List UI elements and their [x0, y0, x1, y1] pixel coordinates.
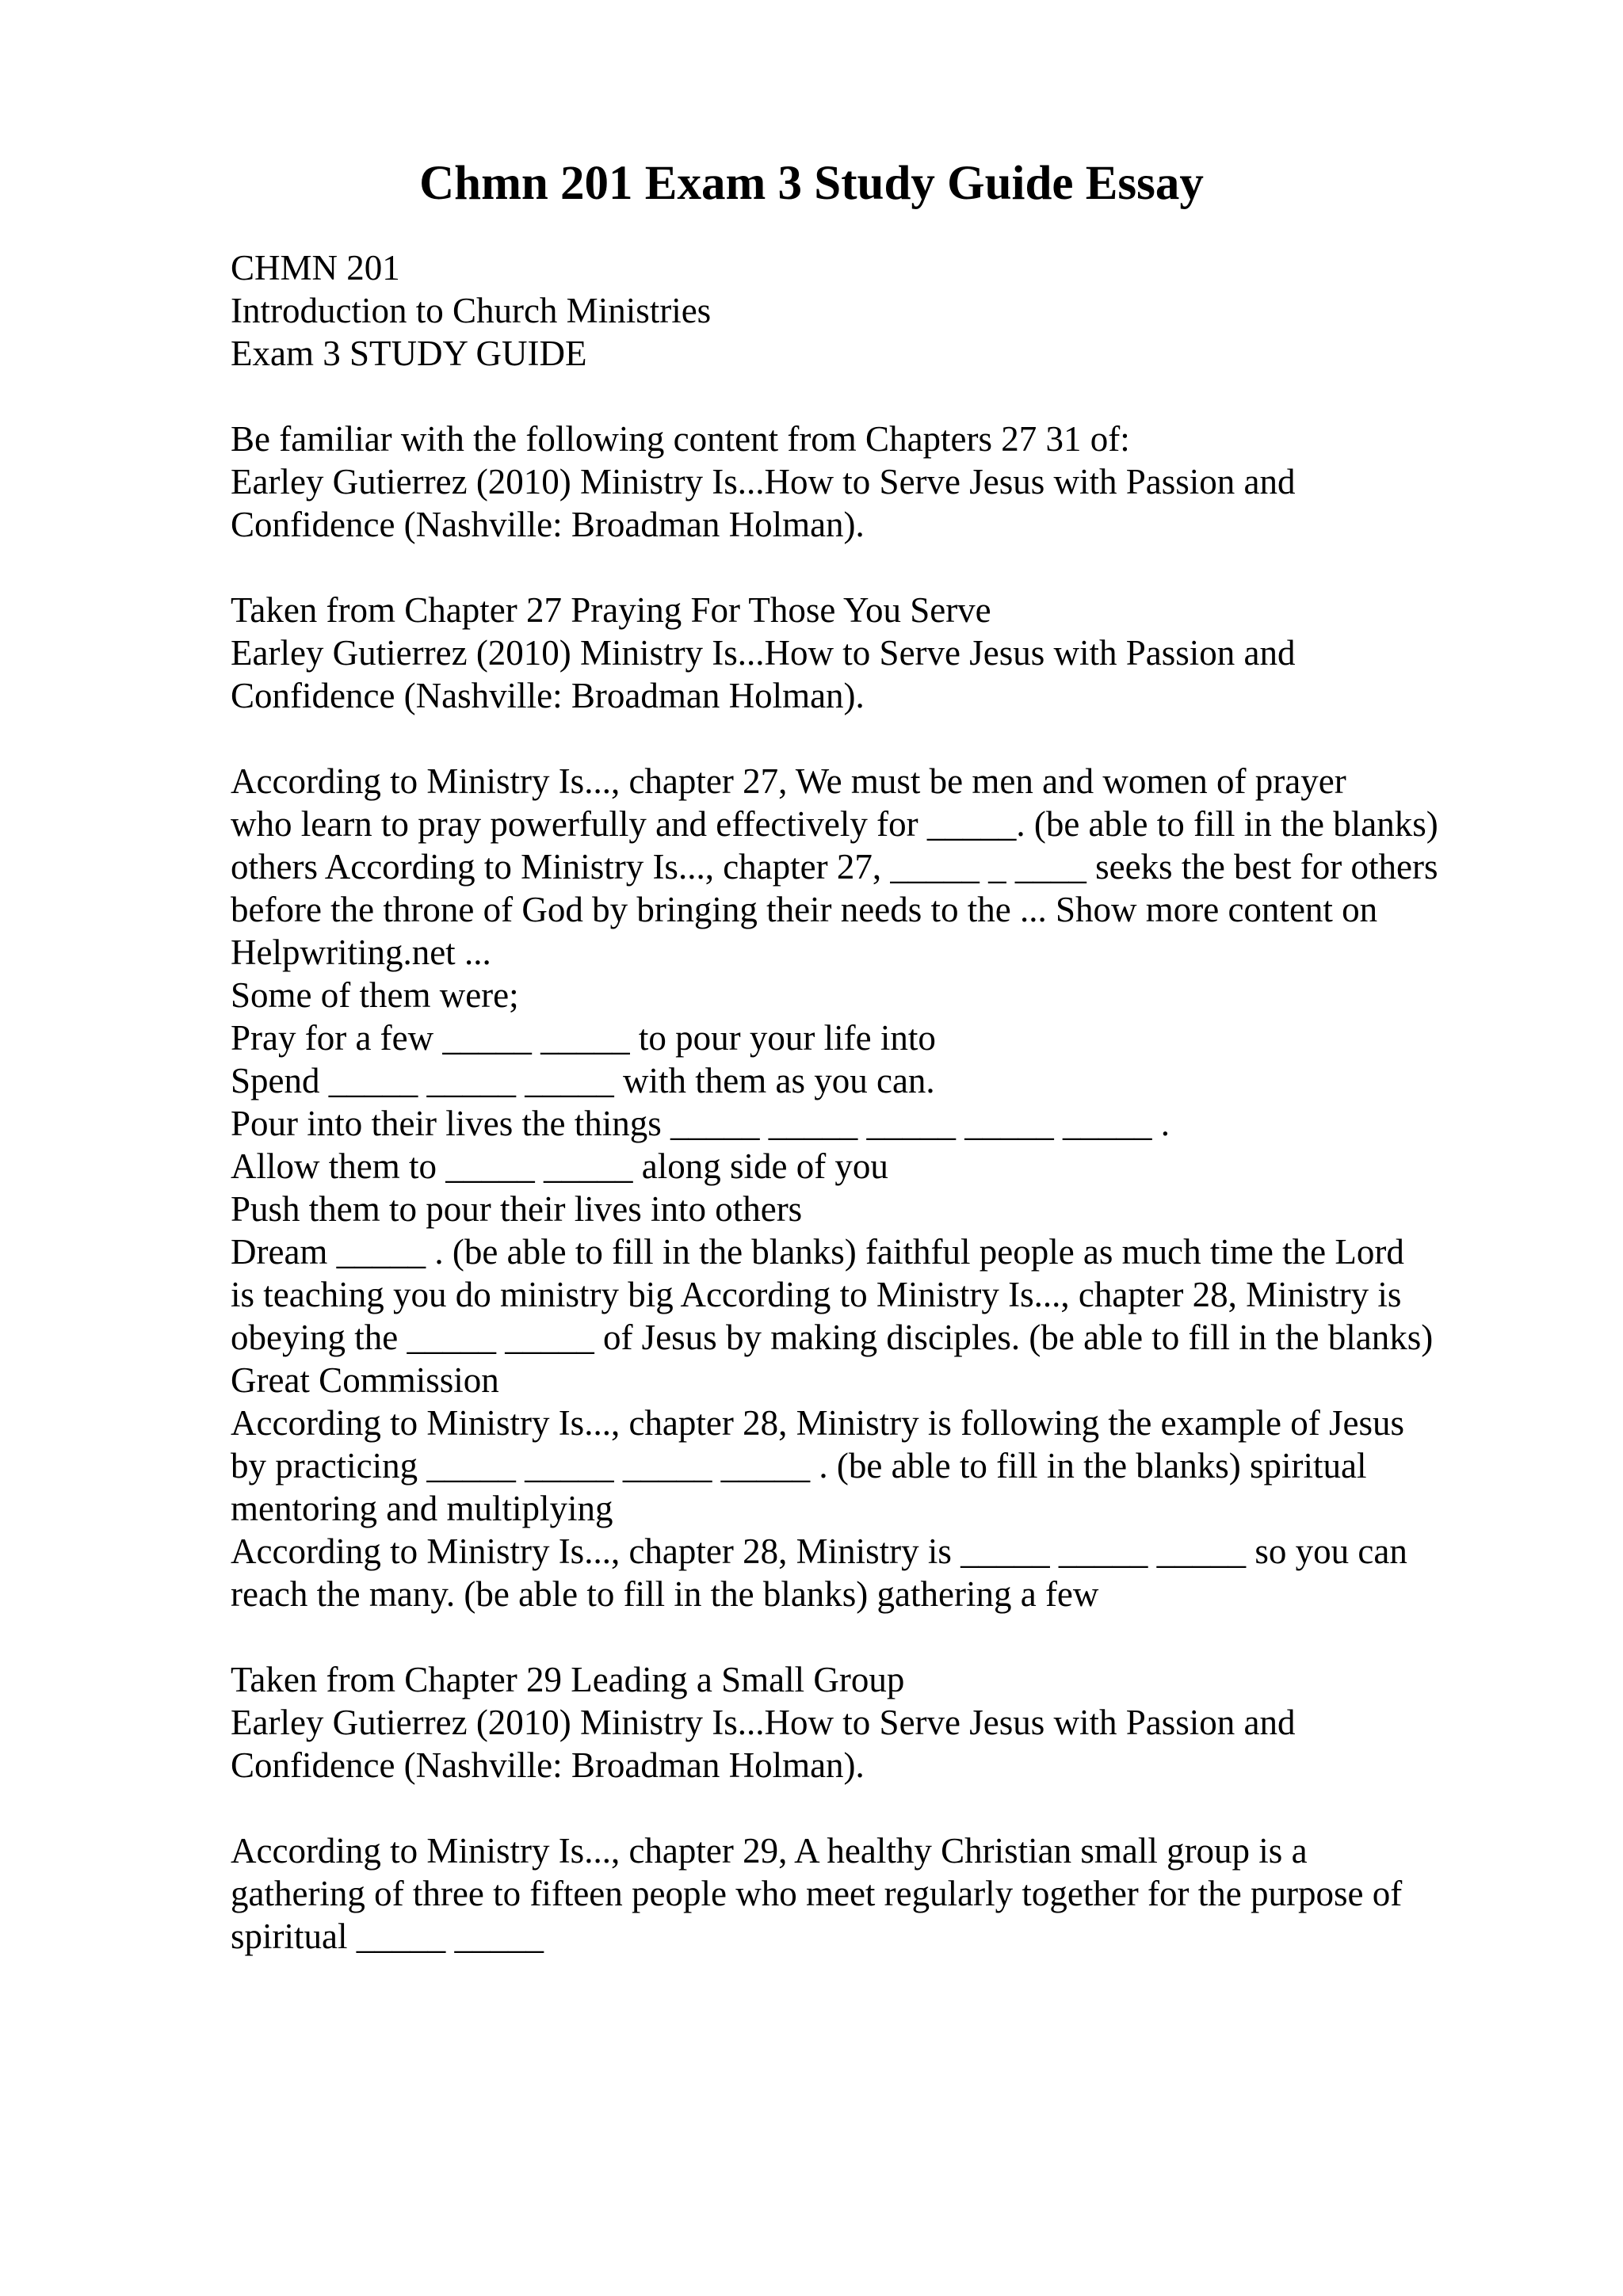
paragraph-gap: [231, 717, 1578, 760]
text-line: According to Ministry Is..., chapter 27, We must be men and women of prayer: [231, 761, 1346, 801]
text-line: before the throne of God by bringing their needs to the ... Show more content on: [231, 890, 1378, 929]
text-line: CHMN 201: [231, 248, 400, 288]
text-line: others According to Ministry Is..., chapter 27, _____ _ ____ seeks the best for others: [231, 847, 1438, 887]
text-line: According to Ministry Is..., chapter 28, Ministry is following the example of Jesus: [231, 1403, 1405, 1443]
text-line: gathering of three to fifteen people who meet regularly together for the purpose of: [231, 1874, 1403, 1913]
text-line: Exam 3 STUDY GUIDE: [231, 334, 587, 373]
text-line: is teaching you do ministry big According to Ministry Is..., chapter 28, Ministry is: [231, 1275, 1402, 1314]
text-line: Pour into their lives the things _____ _____ _____ _____ _____ .: [231, 1104, 1170, 1143]
text-line: Pray for a few _____ _____ to pour your life into: [231, 1018, 936, 1058]
paragraph-gap: [231, 1615, 1578, 1658]
text-line: Earley Gutierrez (2010) Ministry Is...How to Serve Jesus with Passion and: [231, 462, 1296, 502]
text-line: Great Commission: [231, 1360, 499, 1400]
text-line: Allow them to _____ _____ along side of you: [231, 1146, 888, 1186]
text-line: Push them to pour their lives into others: [231, 1189, 803, 1229]
text-line: spiritual _____ _____: [231, 1917, 544, 1956]
text-line: Taken from Chapter 29 Leading a Small Group: [231, 1660, 905, 1699]
text-line: reach the many. (be able to fill in the blanks) gathering a few: [231, 1574, 1099, 1614]
text-line: by practicing _____ _____ _____ _____ . (be able to fill in the blanks) spiritual: [231, 1446, 1367, 1486]
page-title: Chmn 201 Exam 3 Study Guide Essay: [419, 157, 1204, 210]
text-line: Confidence (Nashville: Broadman Holman).: [231, 676, 865, 715]
text-line: Earley Gutierrez (2010) Ministry Is...How to Serve Jesus with Passion and: [231, 1703, 1296, 1742]
text-line: who learn to pray powerfully and effectively for _____. (be able to fill in the blanks): [231, 804, 1438, 844]
text-line: Earley Gutierrez (2010) Ministry Is...How to Serve Jesus with Passion and: [231, 633, 1296, 673]
text-line: Confidence (Nashville: Broadman Holman).: [231, 1745, 865, 1785]
text-line: Dream _____ . (be able to fill in the blanks) faithful people as much time the Lord: [231, 1232, 1404, 1272]
paragraph-gap: [231, 1787, 1578, 1829]
text-line: According to Ministry Is..., chapter 29, A healthy Christian small group is a: [231, 1831, 1308, 1871]
paragraph-gap: [231, 375, 1578, 418]
text-line: Taken from Chapter 27 Praying For Those You Serve: [231, 590, 991, 630]
text-line: Some of them were;: [231, 975, 519, 1015]
text-line: Confidence (Nashville: Broadman Holman).: [231, 505, 865, 544]
text-line: Be familiar with the following content from Chapters 27 31 of:: [231, 419, 1130, 459]
text-line: Introduction to Church Ministries: [231, 291, 712, 330]
text-line: Spend _____ _____ _____ with them as you can.: [231, 1061, 935, 1100]
text-line: Helpwriting.net ...: [231, 933, 491, 972]
text-line: obeying the _____ _____ of Jesus by making disciples. (be able to fill in the blanks): [231, 1318, 1434, 1357]
text-line: mentoring and multiplying: [231, 1489, 613, 1528]
paragraph-gap: [231, 546, 1578, 589]
text-line: According to Ministry Is..., chapter 28, Ministry is _____ _____ _____ so you can: [231, 1531, 1407, 1571]
document-body: [231, 246, 1578, 1958]
